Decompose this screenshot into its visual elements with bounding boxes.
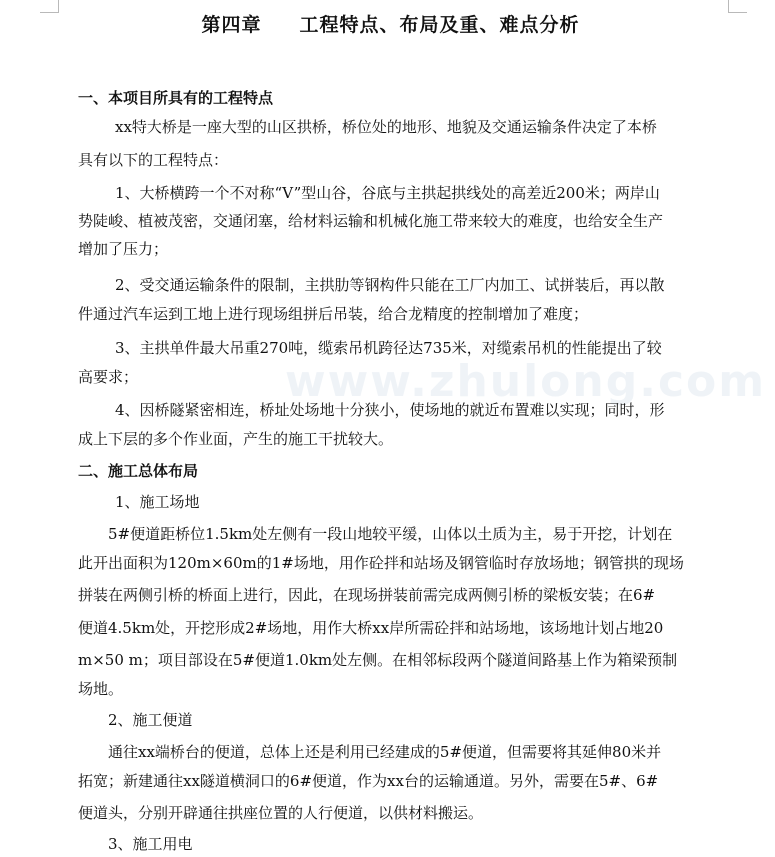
subsection-heading: 3、施工用电: [108, 835, 193, 853]
paragraph-line: 拼装在两侧引桥的桥面上进行，因此，在现场拼装前需完成两侧引桥的梁板安装；在6#: [78, 586, 656, 604]
paragraph-line: 1、大桥横跨一个不对称“V”型山谷，谷底与主拱起拱线处的高差近200米；两岸山: [115, 184, 660, 202]
paragraph-line: 具有以下的工程特点：: [78, 151, 229, 169]
paragraph-line: 拓宽；新建通往xx隧道横洞口的6#便道，作为xx台的运输通道。另外，需要在5#、6#: [78, 772, 659, 790]
paragraph-line: 高要求；: [78, 368, 139, 386]
paragraph-line: 便道头，分别开辟通往拱座位置的人行便道，以供材料搬运。: [78, 804, 484, 822]
chapter-number: 第四章: [201, 14, 262, 36]
chapter-name: 工程特点、布局及重、难点分析: [299, 14, 580, 36]
chapter-title: [78, 10, 703, 37]
section-heading-1: 一、本项目所具有的工程特点: [78, 89, 274, 107]
paragraph-line: xx特大桥是一座大型的山区拱桥，桥位处的地形、地貌及交通运输条件决定了本桥: [115, 118, 657, 136]
paragraph-line: 3、主拱单件最大吊重270吨，缆索吊机跨径达735米，对缆索吊机的性能提出了较: [115, 339, 662, 357]
paragraph-line: 5#便道距桥位1.5km处左侧有一段山地较平缓，山体以土质为主，易于开挖，计划在: [108, 525, 673, 543]
paragraph-line: 通往xx端桥台的便道，总体上还是利用已经建成的5#便道，但需要将其延伸80米并: [108, 743, 662, 761]
subsection-heading: 2、施工便道: [108, 711, 193, 729]
paragraph-line: 便道4.5km处，开挖形成2#场地，用作大桥xx岸所需砼拌和站场地，该场地计划占地20: [78, 619, 664, 637]
paragraph-line: m×50 m；项目部设在5#便道1.0km处左侧。在相邻标段两个隧道间路基上作为箱梁预制: [78, 651, 678, 669]
subsection-heading: 1、施工场地: [115, 493, 200, 511]
paragraph-line: 场地。: [78, 680, 124, 698]
page-corner-mark-left: [40, 0, 59, 13]
paragraph-line: 势陡峻、植被茂密，交通闭塞，给材料运输和机械化施工带来较大的难度，也给安全生产: [78, 212, 664, 230]
paragraph-line: 此开出面积为120m×60m的1#场地，用作砼拌和站场及钢管临时存放场地；钢管拱的现场: [78, 554, 684, 572]
paragraph-line: 4、因桥隧紧密相连，桥址处场地十分狭小，使场地的就近布置难以实现；同时，形: [115, 401, 665, 419]
watermark: www.zhulong.com: [285, 356, 767, 407]
paragraph-line: 成上下层的多个作业面，产生的施工干扰较大。: [78, 430, 394, 448]
section-heading-2: 二、施工总体布局: [78, 462, 199, 480]
paragraph-line: 增加了压力；: [78, 240, 169, 258]
paragraph-line: 2、受交通运输条件的限制，主拱肋等钢构件只能在工厂内加工、试拼装后，再以散: [115, 276, 665, 294]
page-corner-mark-right: [728, 0, 747, 13]
paragraph-line: 件通过汽车运到工地上进行现场组拼后吊装，给合龙精度的控制增加了难度；: [78, 305, 589, 323]
